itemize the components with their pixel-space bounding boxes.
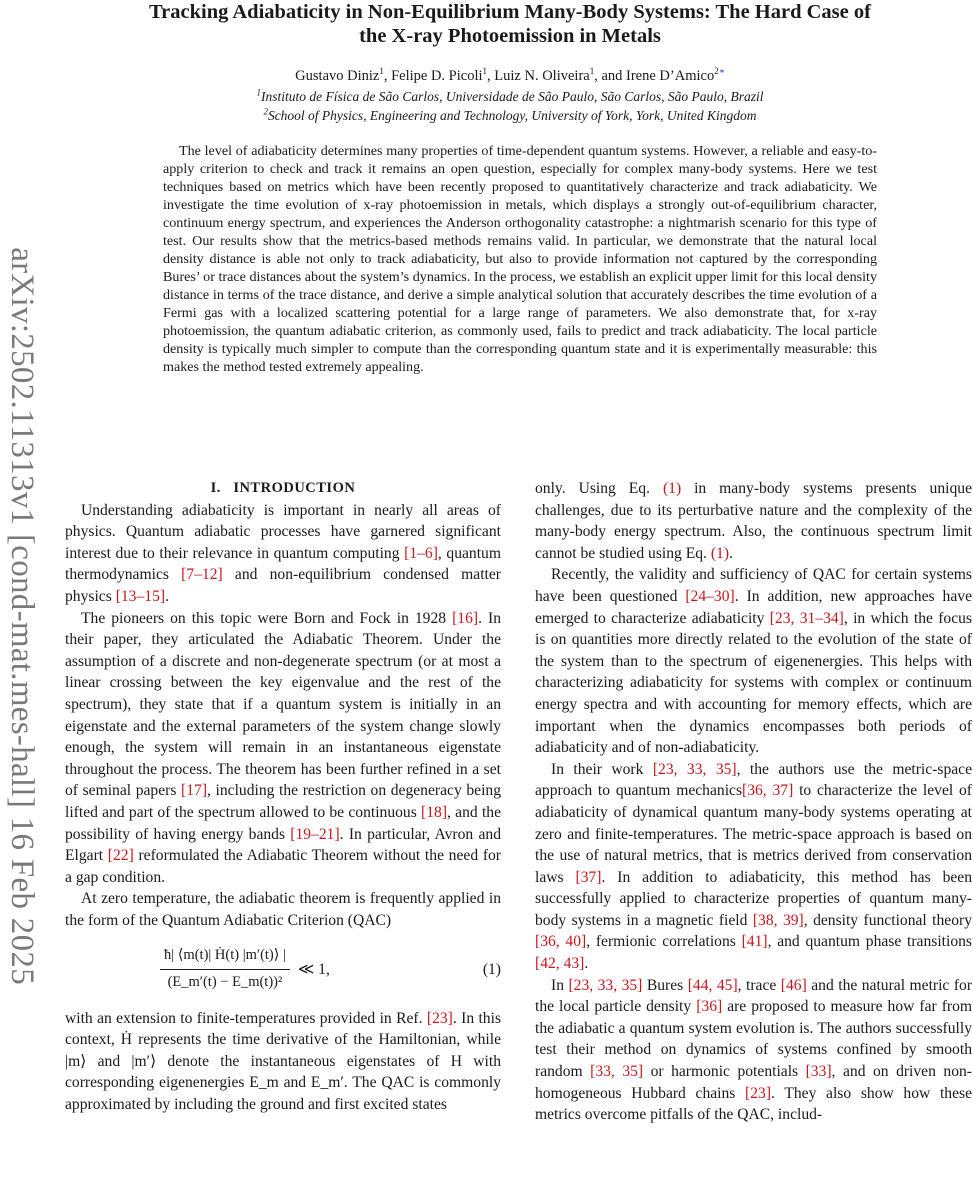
body-text: , including the restriction on degeneracy being lifted and part of the spectrum allowed to be continuous xyxy=(65,782,501,821)
right-paragraph-4 xyxy=(535,975,972,1126)
citation-link[interactable]: [18] xyxy=(421,803,448,821)
right-paragraph-3 xyxy=(535,759,972,975)
citation-link[interactable]: [33] xyxy=(805,1063,832,1081)
author-4-mark: 2 xyxy=(714,66,719,77)
equation-1 xyxy=(65,945,501,993)
citation-link[interactable]: [7–12] xyxy=(181,566,223,584)
author-3: Luiz N. Oliveira xyxy=(494,68,590,84)
citation-link[interactable]: (1) xyxy=(662,480,682,497)
citation-link[interactable]: [23] xyxy=(426,1009,453,1027)
body-text: with an extension to finite-temperatures provided in Ref. xyxy=(65,1009,427,1027)
qac-expression xyxy=(160,945,330,993)
citation-link[interactable]: [36, 40] xyxy=(535,933,587,951)
affiliation-2-mark: 2 xyxy=(263,106,268,117)
citation-link[interactable]: [23, 33, 35] xyxy=(568,976,643,994)
affiliation-1 xyxy=(60,89,960,105)
citation-link[interactable]: [17] xyxy=(181,782,208,800)
paper-title xyxy=(60,0,960,48)
section-number: I. xyxy=(210,480,221,496)
body-text: . They also show how these metrics overcome pitfalls of the QAC, includ- xyxy=(535,1084,972,1124)
title-line-1: Tracking Adiabaticity in Non-Equilibrium Many-Body Systems: The Hard Case of xyxy=(149,1,871,23)
author-list: Gustavo Diniz$^1$, Felipe D. Picoli$^1$, Luiz N. Oliveira$^1$, and Irene D’Amico$^{2∗}$ xyxy=(295,66,725,84)
citation-link[interactable]: [23, 33, 35] xyxy=(652,760,737,778)
body-text: In their work xyxy=(551,760,653,778)
citation-link[interactable]: [33, 35] xyxy=(590,1063,644,1081)
citation-link[interactable]: [36, 37] xyxy=(742,782,794,800)
body-text: . In their paper, they articulated the Adiabatic Theorem. Under the assumption of a discrete and non-degenerate spectrum (or at most a linear crossing between the key eigenvalue and the rest of the spectrum), they state that if a quantum system is initially in an eigenstate and the external parameters of the system change slowly enough, the system will remain in an instantaneous eigenstate throughout the process. The theorem has been further refined in a set of seminal papers xyxy=(65,609,501,800)
citation-link[interactable]: (1) xyxy=(710,544,730,562)
section-title: INTRODUCTION xyxy=(233,480,356,496)
intro-paragraph-4 xyxy=(65,1008,501,1116)
affiliation-1-mark: 1 xyxy=(256,87,261,98)
body-text: , fermionic correlations xyxy=(586,933,742,951)
body-text: The pioneers on this topic were Born and Fock in 1928 xyxy=(81,609,453,627)
equation-1-label: (1) xyxy=(482,960,501,978)
body-text: , and quantum phase transitions xyxy=(767,933,972,951)
body-text: in many-body systems presents unique challenges, due to its perturbative nature and the complexity of the many-body energy spectrum. Also, the continuous spectrum limit cannot be studied using Eq. xyxy=(535,480,972,562)
body-text: , in which the focus is on quantities more directly related to the evolution of the state of the system than to the spectrum of eigenenergies. This helps with characterizing adiabaticity for systems with complex or continuum energy spectra and with accounting for memory effects, which are important when the dynamics encompasses both periods of adiabaticity and of non-adiabaticity. xyxy=(535,609,972,757)
intro-paragraph-2 xyxy=(65,608,501,889)
body-text: . xyxy=(165,587,169,605)
corresponding-author-link[interactable]: ∗ xyxy=(718,66,725,77)
citation-link[interactable]: [36] xyxy=(696,998,723,1016)
qac-relation: ≪ 1, xyxy=(297,960,330,978)
citation-link[interactable]: [37] xyxy=(575,868,602,886)
section-heading xyxy=(65,478,501,500)
qac-denominator: (E_m′(t) − E_m(t))² xyxy=(167,974,283,991)
body-text: or harmonic potentials xyxy=(643,1063,806,1081)
citation-link[interactable]: [42, 43] xyxy=(535,955,585,973)
intro-paragraph-1 xyxy=(65,500,501,608)
body-text: , trace xyxy=(737,976,781,994)
body-text: , quantum thermodynamics xyxy=(65,544,501,584)
citation-link[interactable]: [13–15] xyxy=(115,587,166,605)
body-text: . In addition, new approaches have emerged to characterize adiabaticity xyxy=(535,587,972,627)
body-text: , density functional theory xyxy=(803,911,972,929)
citation-link[interactable]: [46] xyxy=(780,976,807,994)
body-text: , and the possibility of having energy bands xyxy=(65,803,502,843)
right-column xyxy=(535,478,972,1126)
intro-paragraph-3: At zero temperature, the adiabatic theorem is frequently applied in the form of the Quantum Adiabatic Criterion (QAC) xyxy=(65,890,501,929)
body-text: . In this context, Ḣ represents the time derivative of the Hamiltonian, while |m⟩ and |m′⟩ denote the instantaneous eigenstates of H with corresponding eigenenergies E_m and E_m′. The QAC is commonly approximated by including the ground and first excited states xyxy=(65,1009,502,1114)
title-line-2: the X-ray Photoemission in Metals xyxy=(359,25,661,47)
affiliation-1-text: Instituto de Física de São Carlos, Universidade de São Paulo, São Carlos, São Paulo, Brazil xyxy=(261,89,764,104)
citation-link[interactable]: [41] xyxy=(741,933,768,951)
body-text: , the authors use the metric-space approach to quantum mechanics xyxy=(535,760,972,800)
body-text: only. Using Eq. xyxy=(535,480,663,497)
body-text: Recently, the validity and sufficiency of QAC for certain systems have been questioned xyxy=(535,566,972,605)
author-2-mark: 1 xyxy=(482,66,488,77)
body-text: reformulated the Adiabatic Theorem without the need for a gap condition. xyxy=(65,847,501,886)
arxiv-stamp xyxy=(4,205,40,985)
citation-link[interactable]: [22] xyxy=(107,847,134,865)
citation-link[interactable]: [19–21] xyxy=(290,825,340,843)
body-text: Understanding adiabaticity is important in nearly all areas of physics. Quantum adiabatic processes have garnered significant interest due to their relevance in quantum computing xyxy=(65,501,501,562)
qac-fraction xyxy=(160,945,290,993)
citation-link[interactable]: [38, 39] xyxy=(752,911,804,929)
body-text: and non-equilibrium condensed matter physics xyxy=(65,566,501,605)
author-1-mark: 1 xyxy=(379,66,384,77)
right-paragraph-1 xyxy=(535,478,972,564)
citation-link[interactable]: [44, 45] xyxy=(687,976,738,994)
arxiv-stamp-text: arXiv:2502.11313v1 [cond-mat.mes-hall] 16 Feb 2025 xyxy=(4,247,40,985)
affiliation-2 xyxy=(60,108,960,124)
citation-link[interactable]: [23] xyxy=(745,1084,772,1102)
body-text: , and on driven non-homogeneous Hubbard chains xyxy=(535,1063,972,1102)
citation-link[interactable]: [16] xyxy=(452,609,479,627)
left-column xyxy=(65,478,501,1116)
abstract: The level of adiabaticity determines many properties of time-dependent quantum systems. However, a reliable and easy-to-apply criterion to check and track it remains an open question, especially for complex many-body systems. Here we test techniques based on metrics which have been recently proposed to quantitatively characterize and track adiabaticity. We investigate the time evolution of x-ray photoemission in metals, which displays a strongly out-of-equilibrium character, continuum energy spectrum, and experiences the Anderson orthogonality catastrophe: a nightmarish scenario for this type of test. Our results show that the metrics-based methods remains valid. In particular, we demonstrate that the natural local density distance is able not only to track adiabaticity, but also to provide information not captured by the corresponding Bures’ or trace distances about the system’s dynamics. In the process, we establish an explicit upper limit for this local density distance in terms of the trace distance, and derive a simple analytical solution that accurately describes the time evolution of a Fermi gas with a localized scattering potential for a large range of parameters. We also demonstrate that, for x-ray photoemission, the quantum adiabatic criterion, as commonly used, fails to predict and track adiabaticity. The local particle density is typically much simpler to compute than the corresponding quantum state and it is experimentally measurable: this makes the method tested extremely appealing. xyxy=(163,143,877,375)
body-text: are proposed to measure how far from the adiabatic a quantum system evolution is. The authors successfully test their method on dynamics of systems confined by smooth random xyxy=(535,998,973,1081)
body-text: to characterize the level of adiabaticity of dynamical quantum many-body systems operating at zero and finite-temperatures. The metric-space approach is based on the use of natural metrics, that is metrics derived from conservation laws xyxy=(535,782,972,886)
body-text: In xyxy=(551,976,569,994)
citation-link[interactable]: [23, 31–34] xyxy=(769,609,844,627)
body-text: Bures xyxy=(642,976,688,994)
author-2: Felipe D. Picoli xyxy=(391,68,483,84)
body-text: and the natural metric for the local particle density xyxy=(535,976,973,1016)
body-text: . xyxy=(584,955,589,973)
citation-link[interactable]: [24–30] xyxy=(685,587,735,605)
body-text: . xyxy=(729,544,733,562)
author-3-mark: 1 xyxy=(589,66,595,77)
author-1: Gustavo Diniz xyxy=(295,68,380,84)
body-text: . In addition to adiabaticity, this method has been successfully applied to characterize properties of quantum many-body systems in a magnetic field xyxy=(535,868,973,929)
affiliation-2-text: School of Physics, Engineering and Technology, University of York, York, United Kingdom xyxy=(267,108,757,123)
body-text: . In particular, Avron and Elgart xyxy=(65,825,501,865)
author-4: and Irene D’Amico xyxy=(601,68,715,84)
qac-numerator: ħ| ⟨m(t)| Ḣ(t) |m′(t)⟩ | xyxy=(160,945,290,970)
citation-link[interactable]: [1–6] xyxy=(404,544,438,562)
right-paragraph-2 xyxy=(535,564,972,758)
